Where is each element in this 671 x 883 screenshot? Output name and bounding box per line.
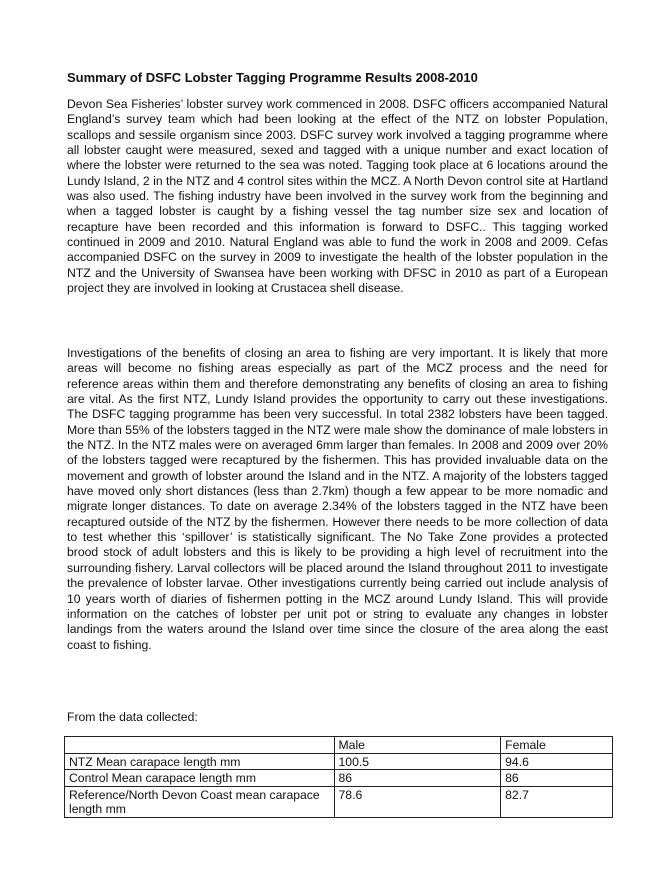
header-cell-female: Female (501, 737, 613, 754)
table-row (65, 786, 613, 817)
document-title: Summary of DSFC Lobster Tagging Programme Results 2008-2010 (67, 70, 478, 85)
header-cell-empty (65, 737, 335, 754)
table-header-row (65, 737, 613, 754)
male-value: 86 (334, 770, 501, 787)
paragraph-investigation-findings: Investigations of the benefits of closing an area to fishing are very important. It is likely that more areas will become no fishing areas especially as part of the MCZ process and the need for reference areas within them and therefore demonstrating any benefits of closing an area to fishing are vital. As the first NTZ, Lundy Island provides the opportunity to carry out these investigations. The DSFC tagging programme has been very successful. In total 2382 lobsters have been tagged. More than 55% of the lobsters tagged in the NTZ were male show the dominance of male lobsters in the NTZ. In the NTZ males were on averaged 6mm larger than females. In 2008 and 2009 over 20% of the lobsters tagged were recaptured by the fishermen. This has provided invaluable data on the movement and growth of lobster around the Island and in the NTZ. A majority of the lobsters tagged have moved only short distances (less than 2.7km) though a few appear to be more nomadic and migrate longer distances. To date on average 2.34% of the lobsters tagged in the NTZ have been recaptured outside of the NTZ by the fishermen. However there needs to be more collection of data to test whether this ‘spillover’ is statistically significant. The No Take Zone provides a protected brood stock of adult lobsters and this is likely to be providing a high level of recruitment into the surrounding fishery. Larval collectors will be placed around the Island throughout 2011 to investigate the prevalence of lobster larvae. Other investigations currently being carried out include analysis of 10 years worth of diaries of fishermen potting in the MCZ around Lundy Island. This will provide information on the catches of lobster per unit pot or string to evaluate any changes in lobster landings from the waters around the Island over time since the closure of the area along the east coast to fishing. (67, 346, 608, 652)
table-row (65, 770, 613, 787)
female-value: 94.6 (501, 753, 613, 770)
female-value: 86 (501, 770, 613, 787)
row-label: Control Mean carapace length mm (65, 770, 335, 787)
table-row (65, 753, 613, 770)
row-label: NTZ Mean carapace length mm (65, 753, 335, 770)
row-label: Reference/North Devon Coast mean carapace length mm (65, 786, 335, 817)
table-intro: From the data collected: (67, 710, 198, 724)
carapace-length-table (64, 736, 613, 818)
male-value: 78.6 (334, 786, 501, 817)
paragraph-survey-background: Devon Sea Fisheries’ lobster survey work commenced in 2008. DSFC officers accompanied Natural England’s survey team which had been looking at the effect of the NTZ on lobster Population, scallops and sessile organism since 2003. DSFC survey work involved a tagging programme where all lobster caught were measured, sexed and tagged with a unique number and exact location of where the lobster were returned to the sea was noted. Tagging took place at 6 locations around the Lundy Island, 2 in the NTZ and 4 control sites within the MCZ. A North Devon control site at Hartland was also used. The fishing industry have been involved in the survey work from the beginning and when a tagged lobster is caught by a fishing vessel the tag number size sex and location of recapture have been recorded and this information is forward to DSFC.. This tagging worked continued in 2009 and 2010. Natural England was able to fund the work in 2008 and 2009. Cefas accompanied DSFC on the survey in 2009 to investigate the health of the lobster population in the NTZ and the University of Swansea have been working with DFSC in 2010 as part of a European project they are involved in looking at Crustacea shell disease. (67, 97, 608, 296)
header-cell-male: Male (334, 737, 501, 754)
female-value: 82.7 (501, 786, 613, 817)
male-value: 100.5 (334, 753, 501, 770)
